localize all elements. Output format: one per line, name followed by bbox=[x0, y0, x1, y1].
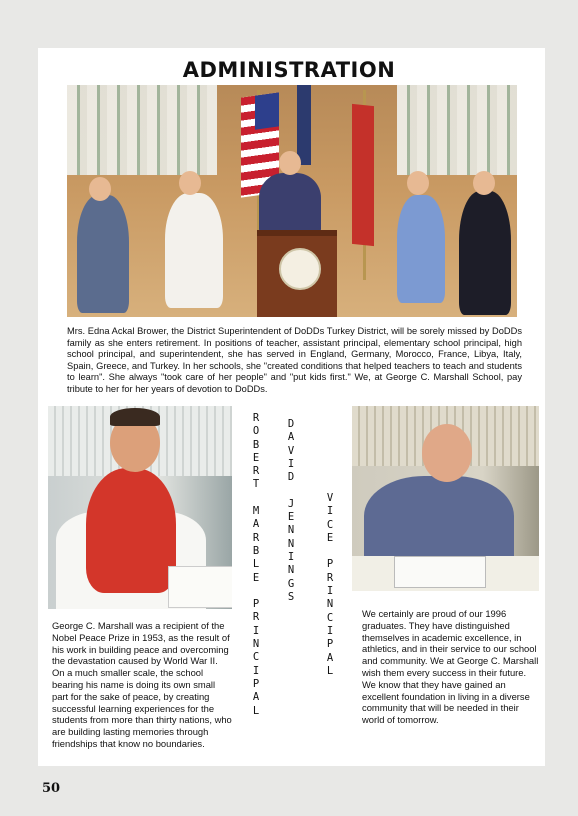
person-head bbox=[179, 171, 201, 195]
vice-principal-photo bbox=[352, 406, 539, 591]
page-title: ADMINISTRATION bbox=[182, 58, 396, 82]
seated-woman bbox=[165, 193, 223, 308]
speaker bbox=[259, 173, 321, 235]
red-vest bbox=[86, 468, 176, 593]
podium-seal bbox=[279, 248, 321, 290]
vice-principal-head bbox=[422, 424, 472, 482]
paper bbox=[394, 556, 486, 588]
seated-woman-blue bbox=[397, 195, 445, 303]
person-head bbox=[473, 171, 495, 195]
turkish-flag bbox=[352, 104, 374, 246]
robert-marble-principal-label: R O B E R T M A R B L E P R I N C I P A L bbox=[252, 412, 260, 717]
blue-flag bbox=[297, 85, 311, 165]
principal-hair bbox=[110, 408, 160, 426]
speaker-head bbox=[279, 151, 301, 175]
person-head bbox=[89, 177, 111, 201]
vice-principal-label: V I C E P R I N C I P A L bbox=[326, 492, 334, 677]
principal-photo bbox=[48, 406, 232, 609]
page-number: 50 bbox=[42, 781, 61, 796]
podium bbox=[257, 230, 337, 317]
bleachers-left bbox=[67, 85, 217, 175]
superintendent-photo bbox=[67, 85, 517, 317]
superintendent-caption: Mrs. Edna Ackal Brower, the District Superintendent of DoDDs Turkey District, will be sorely missed by DoDDs family as she enters retirement. In positions of teacher, assistant principal, elementary school principal, high school principal, and superintendent, she has served in England, Germany, Morocco, France, Libya, Italy, Spain, Greece, and Turkey. In her schools, she "created conditions that helped teachers to teach and students to learn". She always "took care of her people" and "put kids first." We, at George C. Marshall School, pay tribute to her for her years of devotion to DoDDs. bbox=[67, 326, 522, 394]
graduates-paragraph: We certainly are proud of our 1996 graduates. They have distinguished themselves in academic excellence, in athletics, and in their service to our school and community. We at George C. Marshall wish them every success in their future. We know that they have gained an excellent foundation in living in a diverse community that will be needed in their world of tomorrow. bbox=[362, 608, 539, 726]
david-jennings-label: D A V I D J E N N I N G S bbox=[287, 418, 295, 603]
papers bbox=[168, 566, 232, 608]
seated-man-suit bbox=[459, 191, 511, 315]
person-head bbox=[407, 171, 429, 195]
bleachers-right bbox=[397, 85, 517, 175]
marshall-paragraph: George C. Marshall was a recipient of the Nobel Peace Prize in 1953, as the result of his work in building peace and overcoming the devastation caused by World War II. On a much smaller scale, the school bearing his name is doing its own small part for the sake of peace, by creating successful learning experiences for the students from more than thirty nations, who are building lasting memories through friendships that know no boundaries. bbox=[52, 620, 232, 749]
seated-officer bbox=[77, 195, 129, 313]
